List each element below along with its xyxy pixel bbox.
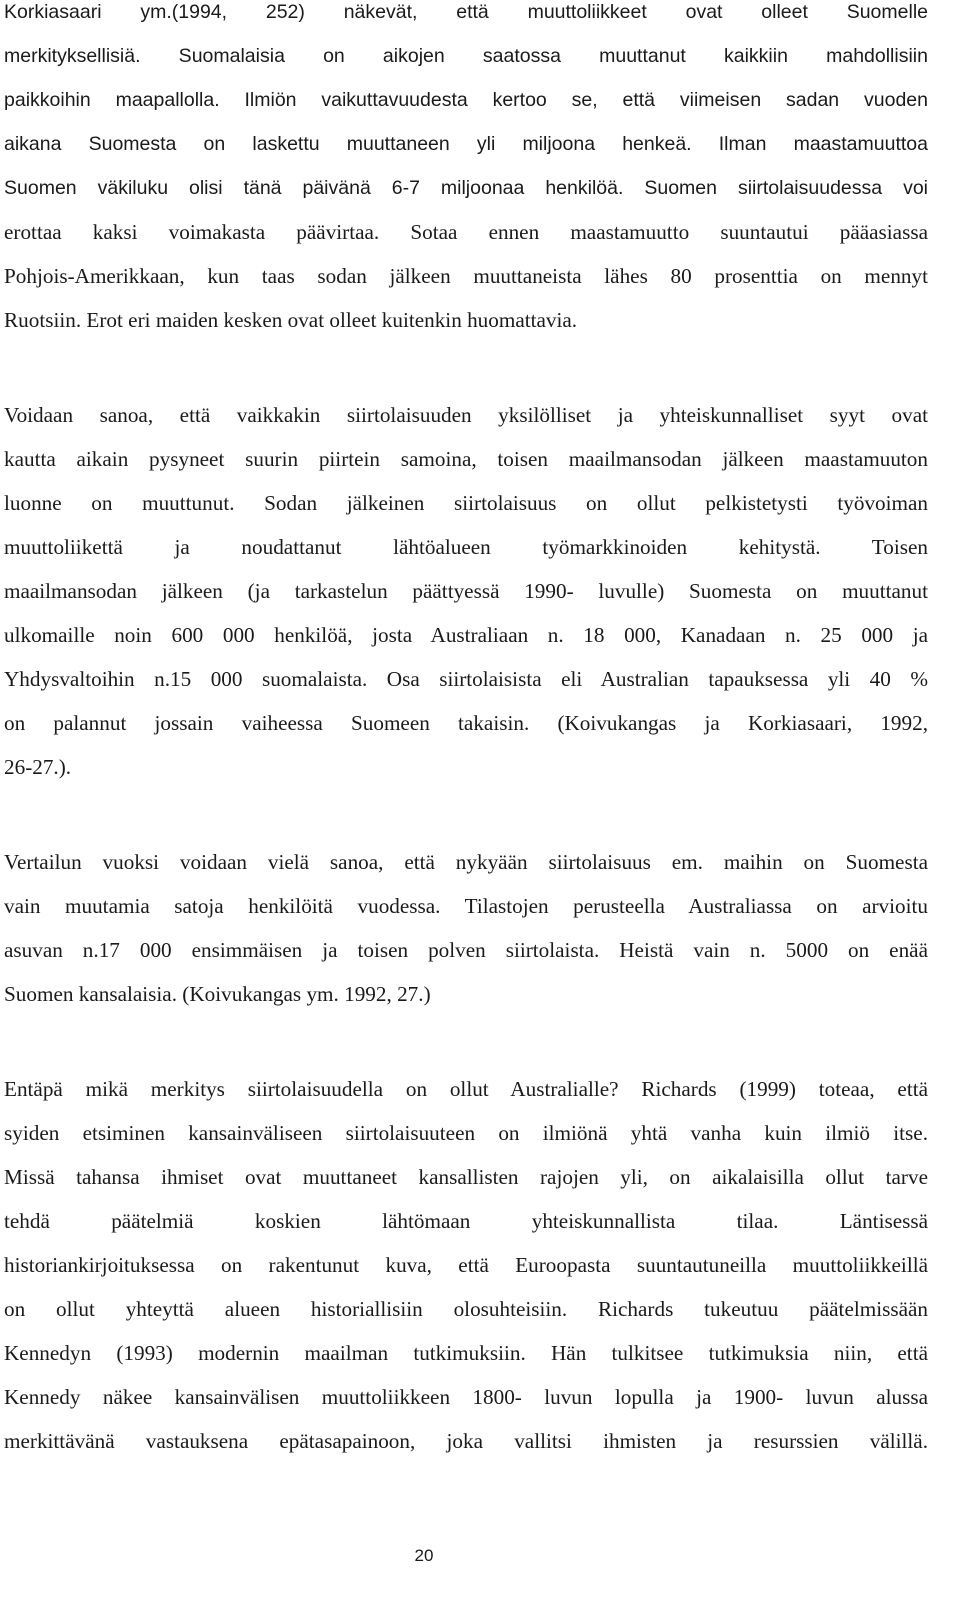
text-line: muuttoliikettä ja noudattanut lähtöalueen työmarkkinoiden kehitystä. Toisen	[4, 535, 928, 559]
text-line: vain muutamia satoja henkilöitä vuodessa. Tilastojen perusteella Australiassa on arvioitu	[4, 894, 928, 918]
text-line: Kennedy näkee kansainvälisen muuttoliikkeen 1800- luvun lopulla ja 1900- luvun alussa	[4, 1385, 928, 1409]
text-line: aikana Suomesta on laskettu muuttaneen yli miljoona henkeä. Ilman maastamuuttoa	[4, 133, 928, 155]
text-line: luonne on muuttunut. Sodan jälkeinen siirtolaisuus on ollut pelkistetysti työvoiman	[4, 491, 928, 515]
text-line: ulkomaille noin 600 000 henkilöä, josta Australiaan n. 18 000, Kanadaan n. 25 000 ja	[4, 623, 928, 647]
text-line: erottaa kaksi voimakasta päävirtaa. Sotaa ennen maastamuutto suuntautui pääasiassa	[4, 220, 928, 244]
text-line: Kennedyn (1993) modernin maailman tutkimuksiin. Hän tulkitsee tutkimuksia niin, että	[4, 1341, 928, 1365]
text-line: Suomen väkiluku olisi tänä päivänä 6-7 miljoonaa henkilöä. Suomen siirtolaisuudessa voi	[4, 177, 928, 199]
paragraph-3	[4, 840, 928, 1016]
text-line: Yhdysvaltoihin n.15 000 suomalaista. Osa siirtolaisista eli Australian tapauksessa yli 40 %	[4, 667, 928, 691]
text-line: Pohjois-Amerikkaan, kun taas sodan jälkeen muuttaneista lähes 80 prosenttia on mennyt	[4, 264, 928, 288]
text-line: Suomen kansalaisia. (Koivukangas ym. 1992, 27.)	[4, 982, 431, 1006]
text-line: tehdä päätelmiä koskien lähtömaan yhteiskunnallista tilaa. Läntisessä	[4, 1209, 928, 1233]
paragraph-1	[4, 0, 928, 342]
text-line: Entäpä mikä merkitys siirtolaisuudella on ollut Australialle? Richards (1999) toteaa, että	[4, 1077, 928, 1101]
text-line: Missä tahansa ihmiset ovat muuttaneet kansallisten rajojen yli, on aikalaisilla ollut tarve	[4, 1165, 928, 1189]
page-number: 20	[414, 1546, 434, 1565]
text-line: on ollut yhteyttä alueen historiallisiin olosuhteisiin. Richards tukeutuu päätelmissään	[4, 1297, 928, 1321]
text-line: merkityksellisiä. Suomalaisia on aikojen saatossa muuttanut kaikkiin mahdollisiin	[4, 45, 928, 67]
text-line: maailmansodan jälkeen (ja tarkastelun päättyessä 1990- luvulle) Suomesta on muuttanut	[4, 579, 928, 603]
text-line: Korkiasaari ym.(1994, 252) näkevät, että muuttoliikkeet ovat olleet Suomelle	[4, 1, 928, 23]
text-line: Voidaan sanoa, että vaikkakin siirtolaisuuden yksilölliset ja yhteiskunnalliset syyt ovat	[4, 403, 928, 427]
text-line: historiankirjoituksessa on rakentunut kuva, että Euroopasta suuntautuneilla muuttoliikkeillä	[4, 1253, 928, 1277]
text-line: 26-27.).	[4, 755, 72, 779]
text-line: merkittävänä vastauksena epätasapainoon, joka vallitsi ihmisten ja resurssien välillä.	[4, 1429, 928, 1453]
text-line: asuvan n.17 000 ensimmäisen ja toisen polven siirtolaista. Heistä vain n. 5000 on enää	[4, 938, 928, 962]
text-line: kautta aikain pysyneet suurin piirtein samoina, toisen maailmansodan jälkeen maastamuuton	[4, 447, 928, 471]
text-line: syiden etsiminen kansainväliseen siirtolaisuuteen on ilmiönä yhtä vanha kuin ilmiö itse.	[4, 1121, 928, 1145]
text-line: paikkoihin maapallolla. Ilmiön vaikuttavuudesta kertoo se, että viimeisen sadan vuoden	[4, 89, 928, 111]
text-line: on palannut jossain vaiheessa Suomeen takaisin. (Koivukangas ja Korkiasaari, 1992,	[4, 711, 928, 735]
text-line: Ruotsiin. Erot eri maiden kesken ovat olleet kuitenkin huomattavia.	[4, 308, 578, 332]
paragraph-4	[4, 1067, 928, 1463]
paragraph-2	[4, 393, 928, 789]
text-line: Vertailun vuoksi voidaan vielä sanoa, että nykyään siirtolaisuus em. maihin on Suomesta	[4, 850, 928, 874]
